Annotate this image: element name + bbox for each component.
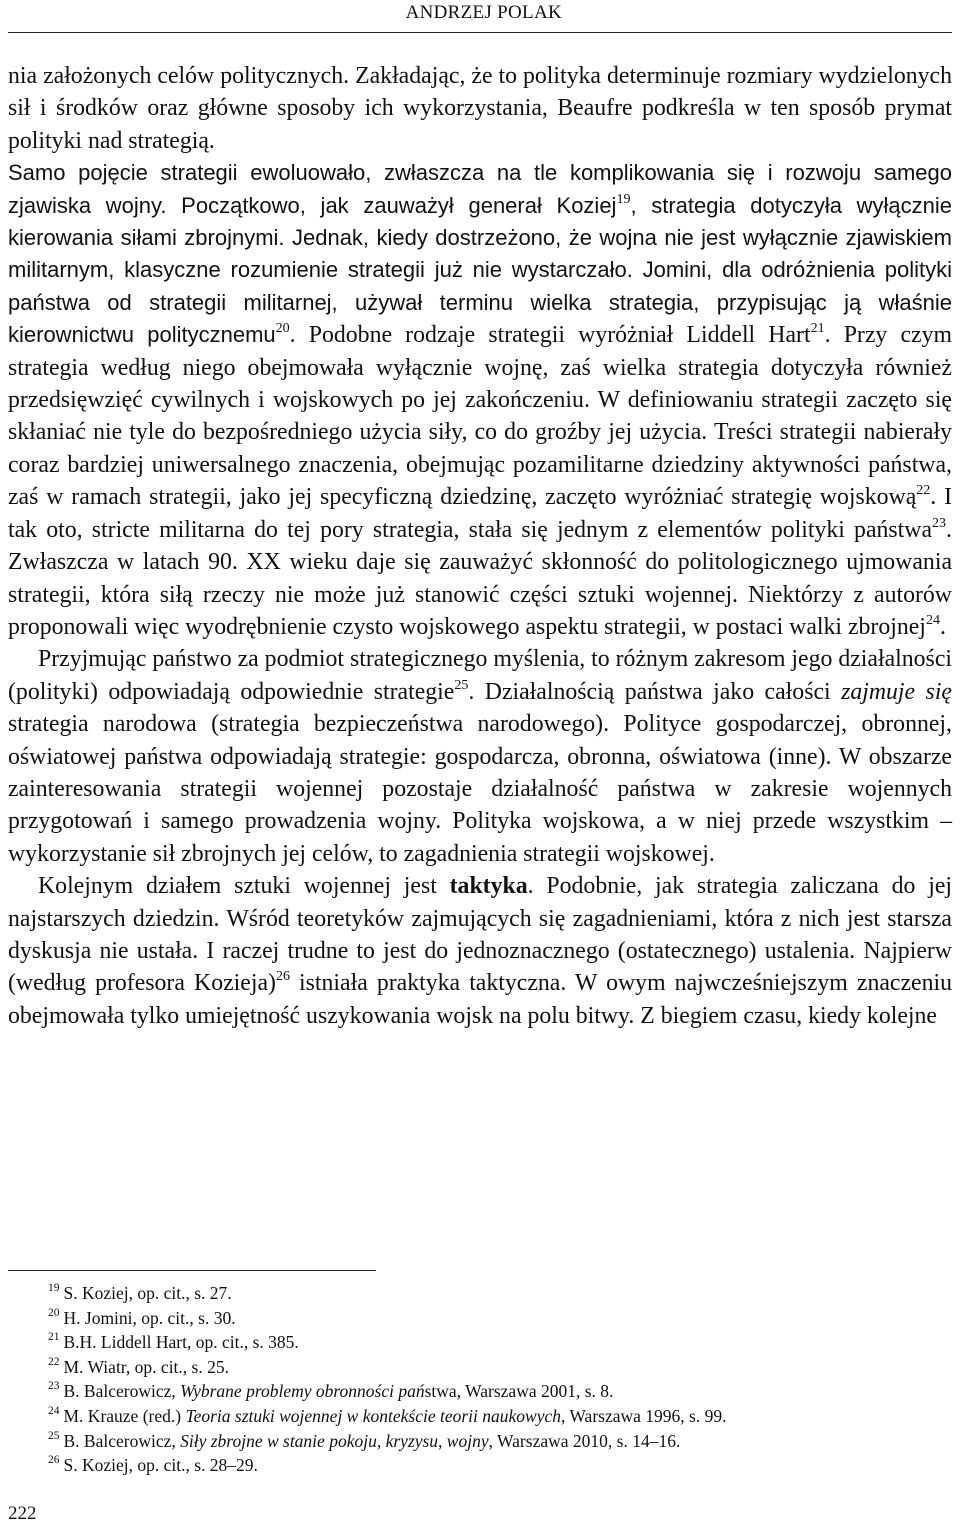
p2-text-1: Przyjmując państwo za podmiot strategicznego myślenia, to różnym zakresom jego działalności (polityki) odpowiadają odpowiednie strategie: [8, 646, 952, 705]
p1-text-1: nia założonych celów politycznych. Zakładając, że to polityka determinuje rozmiary wydzielonych sił i środków oraz główne sposoby ich wykorzystania, Beaufre podkreśla w ten sposób prymat polityki nad strategią.: [8, 63, 952, 154]
p2-text-2: . Działalnością państwa jako całości: [468, 678, 842, 705]
footnote-number: 24: [48, 1404, 60, 1417]
paragraph-3: [8, 870, 952, 1032]
footnote-text: S. Koziej, op. cit., s. 27.: [63, 1283, 232, 1303]
page-number: 222: [8, 1503, 37, 1524]
footnote-text-tail: , Warszawa 1996, s. 99.: [561, 1405, 727, 1426]
footnote-ref-21[interactable]: 21: [810, 321, 825, 337]
footnote-ref-23[interactable]: 23: [932, 515, 947, 531]
footnote-number: 21: [48, 1331, 60, 1344]
footnote-number: 19: [48, 1282, 60, 1294]
footnote-25: [48, 1429, 948, 1454]
p1-text-8: .: [939, 613, 946, 640]
footnote-19: [48, 1281, 948, 1306]
footnote-20: [48, 1306, 948, 1331]
p1-text-3: , strategia dotyczyła wyłącznie kierowania siłami zbrojnymi. Jednak, kiedy dostrzeżono, że wojna nie jest wyłącznie zjawiskiem militarnym, klasyczne rozumienie strategii już nie wystarczało. Jomini, dla odróżnienia polityki państwa od strategii militarnej, używał terminu wielka strategia, przypisując ją właśnie kierownictwu politycznemu: [8, 192, 952, 348]
footnote-23: [48, 1379, 948, 1404]
footnote-ref-20[interactable]: 20: [275, 321, 290, 337]
footnote-text-tail: , Warszawa 2010, s. 14–16.: [488, 1430, 681, 1451]
p3-text-1: Kolejnym działem sztuki wojennej jest: [38, 873, 450, 900]
p1-text-7: . Zwłaszcza w latach 90. XX wieku daje się zauważyć skłonność do politologicznego ujmowania strategii, która siłą rzeczy nie może już stanowić części sztuki wojennej. Niektórzy z autorów proponowali więc wyodrębnienie czysto wojskowego aspektu strategii, w postaci walki zbrojnej: [8, 516, 952, 640]
footnote-ref-22[interactable]: 22: [916, 483, 931, 499]
footnote-text: B. Balcerowicz,: [63, 1430, 181, 1451]
footnote-number: 20: [48, 1306, 60, 1319]
footnote-number: 26: [48, 1454, 60, 1467]
footnote-text: S. Koziej, op. cit., s. 28–29.: [63, 1455, 258, 1476]
header-author: ANDRZEJ POLAK: [405, 2, 562, 23]
p2-text-3: strategia narodowa (strategia bezpieczeństwa narodowego). Polityce gospodarczej, obronnej, oświatowej państwa odpowiadają strategie: gospodarcza, obronna, oświatowa (inne). W obszarze zainteresowania strategii wojennej pozostaje działalność państwa w zakresie wojennych przygotowań i samego prowadzenia wojny. Polityka wojskowa, a w niej przede wszystkim – wykorzystanie sił zbrojnych jej celów, to zagadnienia strategii wojskowej.: [8, 711, 952, 867]
footnote-title: Siły zbrojne w stanie pokoju, kryzysu, wojny: [180, 1430, 489, 1451]
main-text: [8, 60, 952, 1032]
p3-text-2: . Podobnie, jak strategia zaliczana do jej najstarszych dziedzin. Wśród teoretyków zajmujących się zagadnieniami, która z nich jest starsza dyskusja nie ustała. I raczej trudne to jest do jednoznacznego (ostatecznego) ustalenia. Najpierw (według profesora Kozieja): [8, 873, 953, 997]
p3-text-3: istniała praktyka taktyczna. W owym najwcześniejszym znaczeniu obejmowała tylko umiejętność uszykowania wojsk na polu bitwy. Z biegiem czasu, kiedy kolejne: [8, 970, 952, 1029]
footnote-title: Teoria sztuki wojennej w kontekście teorii naukowych: [185, 1405, 561, 1426]
paragraph-1: [8, 60, 952, 643]
footnote-text: M. Wiatr, op. cit., s. 25.: [63, 1356, 229, 1377]
footnote-number: 22: [48, 1355, 60, 1368]
footnote-divider: [8, 1270, 376, 1271]
footnote-ref-25[interactable]: 25: [454, 677, 469, 693]
footnote-ref-24[interactable]: 24: [925, 612, 940, 628]
running-header: [0, 0, 960, 40]
p1-text-5: . Przy czym strategia według niego obejmowała wyłącznie wojnę, zaś wielka strategia dotyczyła również przedsięwzięć cywilnych i wojskowych po jej zakończeniu. W definiowaniu strategii zaczęto się skłaniać nie tyle do bezpośredniego użycia siły, co do groźby jej użycia. Treści strategii nabierały coraz bardziej uniwersalnego znaczenia, obejmując pozamilitarne dziedziny aktywności państwa, zaś w ramach strategii, jako jej specyficzną dziedzinę, zaczęto wyróżniać strategię wojskową: [8, 322, 952, 511]
p1-text-6: . I tak oto, stricte militarna do tej pory strategia, stała się jednym z elementów polityki państwa: [8, 484, 953, 543]
footnote-24: [48, 1404, 948, 1429]
footnote-ref-19[interactable]: 19: [616, 191, 631, 207]
p1-text-2: Samo pojęcie strategii ewoluowało, zwłaszcza na tle komplikowania się i rozwoju samego zjawiska wojny. Początkowo, jak zauważył generał Koziej: [8, 160, 952, 218]
footnote-number: 23: [48, 1380, 60, 1393]
paragraph-2: [8, 643, 952, 870]
footnote-text: M. Krauze (red.): [63, 1405, 186, 1426]
header-divider: [8, 32, 952, 33]
footnote-text: H. Jomini, op. cit., s. 30.: [63, 1307, 236, 1328]
p3-bold-term: taktyka: [449, 873, 528, 900]
p2-emphasis: zajmuje się: [841, 678, 952, 705]
footnote-26: [48, 1453, 948, 1478]
footnote-22: [48, 1355, 948, 1380]
footnote-title: Wybrane problemy obronności pań: [180, 1381, 425, 1402]
p1-text-4: . Podobne rodzaje strategii wyróżniał Liddell Hart: [289, 322, 811, 349]
footnote-text-tail: stwa, Warszawa 2001, s. 8.: [424, 1381, 614, 1402]
footnote-ref-26[interactable]: 26: [275, 969, 290, 985]
footnote-text: B.H. Liddell Hart, op. cit., s. 385.: [63, 1332, 299, 1353]
footnote-text: B. Balcerowicz,: [63, 1381, 181, 1402]
footnote-number: 25: [48, 1429, 60, 1442]
footnote-21: [48, 1330, 948, 1355]
footnotes: [48, 1281, 948, 1478]
